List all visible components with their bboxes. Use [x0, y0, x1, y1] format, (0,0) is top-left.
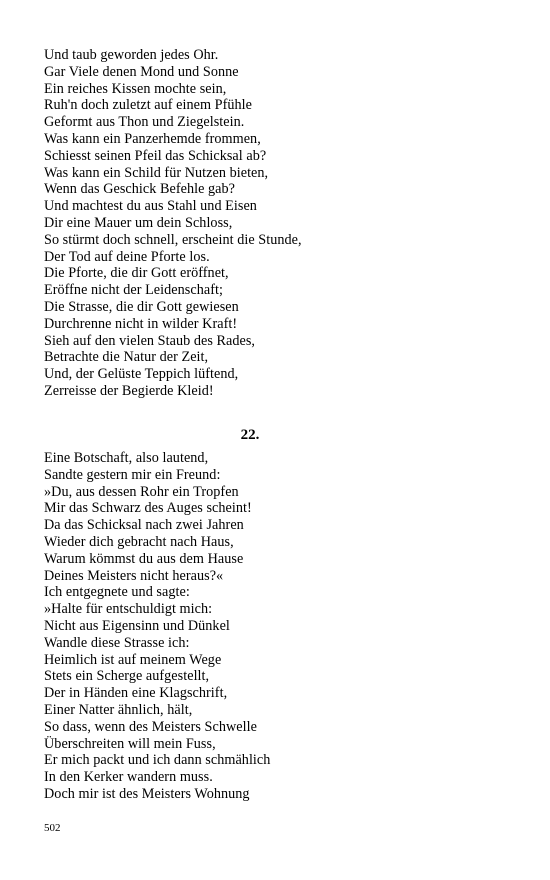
- verse-line: Sandte gestern mir ein Freund:: [44, 466, 221, 483]
- verse-line: Betrachte die Natur der Zeit,: [44, 349, 209, 366]
- verse-line: Ich entgegnete und sagte:: [44, 584, 190, 601]
- verse-line: Wieder dich gebracht nach Haus,: [44, 533, 234, 550]
- verse-line: Überschreiten will mein Fuss,: [44, 735, 216, 752]
- verse-line: Eröffne nicht der Leidenschaft;: [44, 282, 223, 299]
- verse-line: Mir das Schwarz des Auges scheint!: [44, 500, 252, 517]
- poem-22: [44, 450, 270, 803]
- verse-line: Gar Viele denen Mond und Sonne: [44, 63, 239, 80]
- verse-line: In den Kerker wandern muss.: [44, 769, 213, 786]
- verse-line: Wenn das Geschick Befehle gab?: [44, 181, 236, 198]
- verse-line: Einer Natter ähnlich, hält,: [44, 701, 193, 718]
- verse-line: Wandle diese Strasse ich:: [44, 634, 190, 651]
- verse-line: Zerreisse der Begierde Kleid!: [44, 382, 214, 399]
- verse-line: Und, der Gelüste Teppich lüftend,: [44, 366, 239, 383]
- verse-line: Schiesst seinen Pfeil das Schicksal ab?: [44, 147, 267, 164]
- verse-line: Der Tod auf deine Pforte los.: [44, 248, 210, 265]
- poem-continuation: [44, 47, 302, 400]
- verse-line: Ein reiches Kissen mochte sein,: [44, 80, 227, 97]
- verse-line: Nicht aus Eigensinn und Dünkel: [44, 617, 230, 634]
- verse-line: Und taub geworden jedes Ohr.: [44, 47, 219, 63]
- verse-line: Deines Meisters nicht heraus?«: [44, 567, 224, 584]
- verse-line: Er mich packt und ich dann schmählich: [44, 752, 271, 769]
- verse-line: Dir eine Mauer um dein Schloss,: [44, 214, 233, 231]
- verse-line: Warum kömmst du aus dem Hause: [44, 550, 244, 567]
- verse-line: Eine Botschaft, also lautend,: [44, 450, 209, 466]
- page-number: 502: [44, 822, 61, 834]
- verse-line: Die Strasse, die dir Gott gewiesen: [44, 298, 239, 315]
- verse-line: Da das Schicksal nach zwei Jahren: [44, 517, 244, 534]
- verse-line: Die Pforte, die dir Gott eröffnet,: [44, 265, 229, 282]
- verse-line: Der in Händen eine Klagschrift,: [44, 685, 228, 702]
- verse-line: Geformt aus Thon und Ziegelstein.: [44, 114, 245, 131]
- verse-line: Was kann ein Schild für Nutzen bieten,: [44, 164, 269, 181]
- verse-line: Sieh auf den vielen Staub des Rades,: [44, 332, 256, 349]
- verse-line: Durchrenne nicht in wilder Kraft!: [44, 315, 238, 332]
- verse-line: Stets ein Scherge aufgestellt,: [44, 668, 210, 685]
- verse-line: Und machtest du aus Stahl und Eisen: [44, 198, 257, 215]
- verse-line: So dass, wenn des Meisters Schwelle: [44, 718, 257, 735]
- verse-line: »Du, aus dessen Rohr ein Tropfen: [44, 483, 239, 500]
- verse-line: Heimlich ist auf meinem Wege: [44, 651, 222, 668]
- verse-line: Was kann ein Panzerhemde frommen,: [44, 130, 261, 147]
- verse-line: So stürmt doch schnell, erscheint die Stunde,: [44, 231, 302, 248]
- section-number: 22.: [240, 427, 260, 443]
- verse-line: Ruh'n doch zuletzt auf einem Pfühle: [44, 97, 252, 114]
- verse-line: »Halte für entschuldigt mich:: [44, 601, 213, 618]
- verse-line: Doch mir ist des Meisters Wohnung: [44, 785, 250, 802]
